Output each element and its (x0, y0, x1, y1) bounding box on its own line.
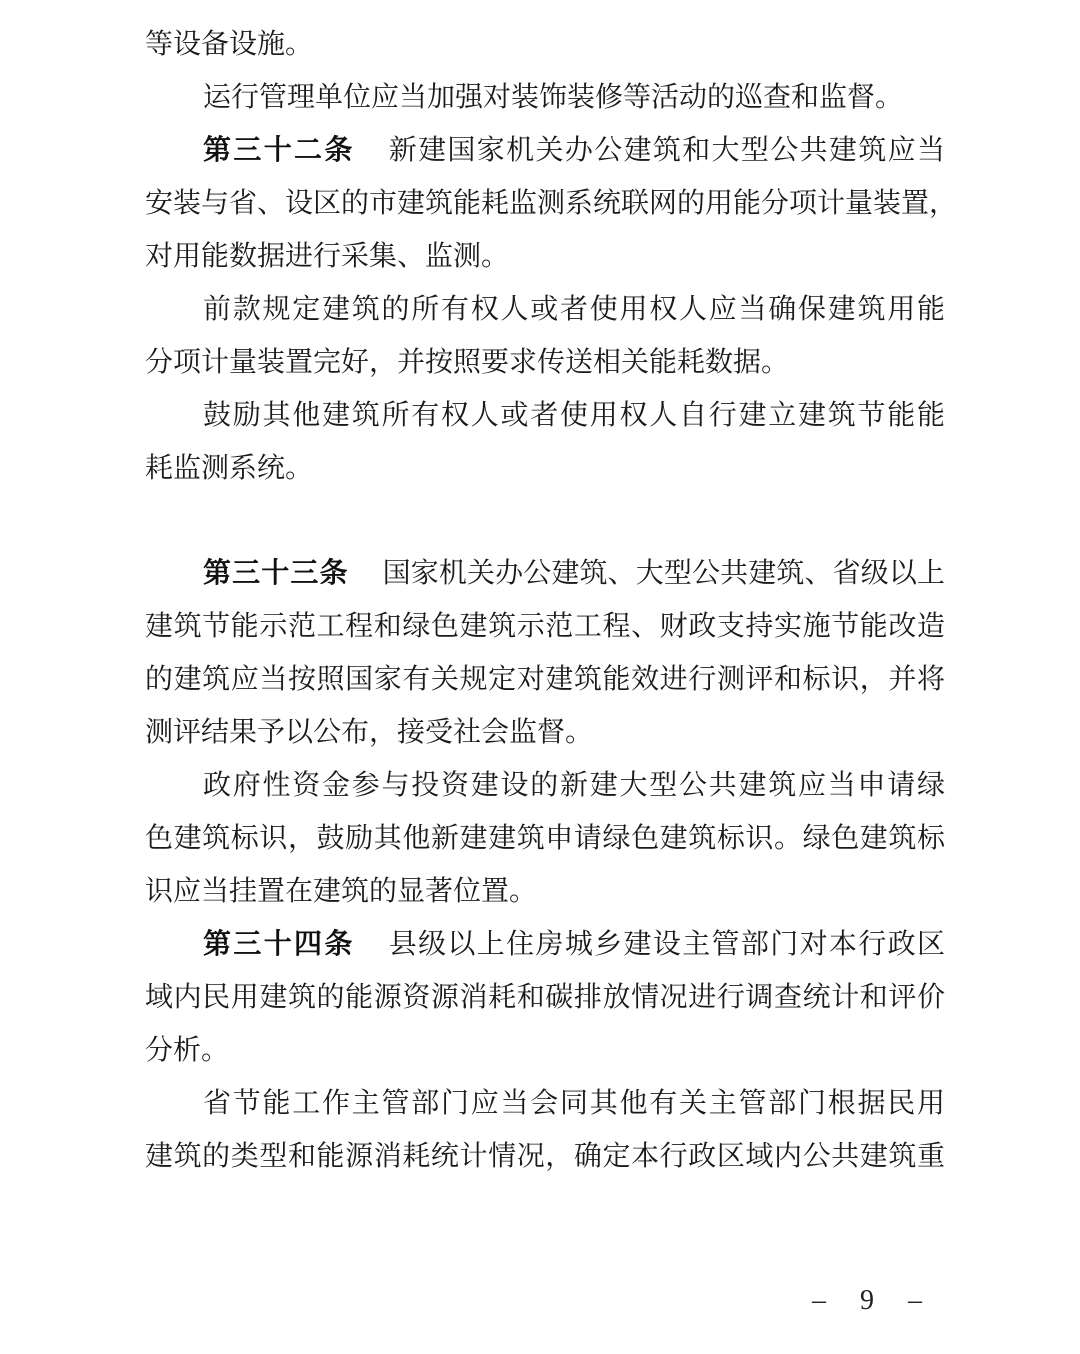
text-line (145, 652, 945, 705)
paragraph-line (203, 388, 945, 441)
line-text: 域内民用建筑的能源资源消耗和碳排放情况进行调查统计和评价 (145, 980, 945, 1013)
line-text: 识应当挂置在建筑的显著位置。 (145, 874, 538, 907)
paragraph-line (203, 1076, 945, 1129)
line-text: 建筑节能示范工程和绿色建筑示范工程、财政支持实施节能改造 (145, 609, 945, 642)
text-line (145, 1023, 229, 1076)
text-line (145, 229, 509, 282)
line-text: 县级以上住房城乡建设主管部门对本行政区 (388, 927, 945, 960)
line-text: 对用能数据进行采集、监测。 (145, 239, 510, 272)
line-text: 鼓励其他建筑所有权人或者使用权人自行建立建筑节能能 (203, 398, 945, 431)
paragraph-line (203, 758, 945, 811)
text-line (145, 1129, 945, 1182)
line-text: 耗监测系统。 (145, 451, 314, 484)
line-text: 国家机关办公建筑、大型公共建筑、省级以上 (382, 556, 945, 589)
line-text: 前款规定建筑的所有权人或者使用权人应当确保建筑用能 (203, 292, 945, 325)
line-text: 省节能工作主管部门应当会同其他有关主管部门根据民用 (203, 1086, 945, 1119)
text-line (145, 970, 945, 1023)
article-number: 第三十四条 (203, 927, 355, 960)
text-line (145, 441, 313, 494)
paragraph-line (203, 282, 945, 335)
line-text: 政府性资金参与投资建设的新建大型公共建筑应当申请绿 (203, 768, 945, 801)
text-line (145, 705, 593, 758)
article-number: 第三十三条 (203, 556, 349, 589)
line-text: 新建国家机关办公建筑和大型公共建筑应当 (388, 133, 945, 166)
paragraph-line (203, 70, 903, 123)
article-34-heading-line (203, 917, 945, 970)
line-text: 分项计量装置完好，并按照要求传送相关能耗数据。 (145, 345, 790, 378)
page-number-footer (812, 1285, 922, 1317)
text-line (145, 335, 789, 388)
line-text: 测评结果予以公布，接受社会监督。 (145, 715, 594, 748)
text-line (145, 811, 945, 864)
dash-left: – (812, 1285, 826, 1316)
article-33-heading-line (203, 546, 945, 599)
article-number: 第三十二条 (203, 133, 355, 166)
line-text: 等设备设施。 (145, 27, 314, 60)
text-line (145, 599, 945, 652)
page-number: 9 (860, 1285, 874, 1316)
line-text: 分析。 (145, 1033, 230, 1066)
line-text: 的建筑应当按照国家有关规定对建筑能效进行测评和标识，并将 (145, 662, 945, 695)
line-text: 建筑的类型和能源消耗统计情况，确定本行政区域内公共建筑重 (145, 1139, 945, 1172)
line-text: 色建筑标识，鼓励其他新建建筑申请绿色建筑标识。绿色建筑标 (145, 821, 945, 854)
line-text: 安装与省、设区的市建筑能耗监测系统联网的用能分项计量装置， (145, 186, 958, 219)
dash-right: – (908, 1285, 922, 1316)
text-line (145, 176, 958, 229)
text-line (145, 17, 313, 70)
text-line (145, 864, 537, 917)
line-text: 运行管理单位应当加强对装饰装修等活动的巡查和监督。 (203, 80, 904, 113)
article-32-heading-line (203, 123, 945, 176)
